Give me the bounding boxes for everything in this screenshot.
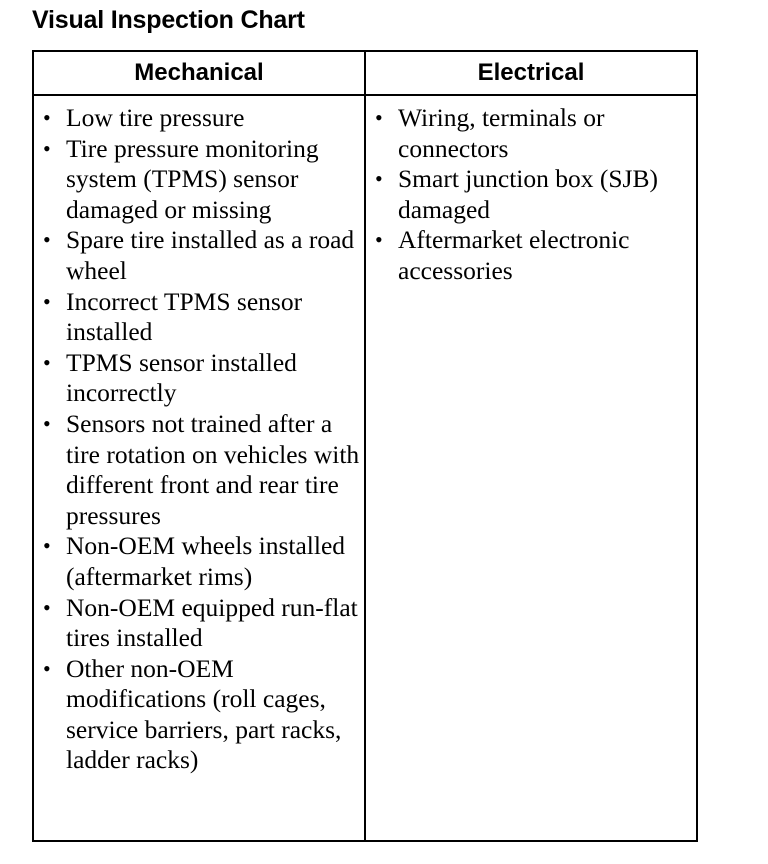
list-item-text: Non-OEM wheels installed (aftermarket rims) bbox=[66, 531, 346, 591]
list-item bbox=[374, 225, 692, 286]
list-item-text: Spare tire installed as a road wheel bbox=[66, 225, 355, 285]
bullet-icon: • bbox=[43, 135, 51, 161]
bullet-icon: • bbox=[43, 105, 51, 130]
list-item-text: Smart junction box (SJB) damaged bbox=[398, 164, 658, 224]
bullet-icon: • bbox=[43, 227, 51, 253]
bullet-icon: • bbox=[375, 105, 383, 130]
electrical-list bbox=[374, 103, 692, 287]
list-item-text: Incorrect TPMS sensor installed bbox=[66, 286, 303, 347]
list-item bbox=[42, 134, 360, 226]
electrical-header: Electrical bbox=[366, 52, 696, 96]
electrical-cell bbox=[366, 96, 696, 840]
bullet-icon: • bbox=[375, 227, 383, 253]
list-item bbox=[374, 103, 692, 164]
bullet-icon: • bbox=[375, 166, 383, 192]
mechanical-list bbox=[42, 103, 360, 776]
bullet-icon: • bbox=[43, 594, 51, 620]
bullet-icon: • bbox=[43, 533, 51, 559]
list-item-text: TPMS sensor installed incorrectly bbox=[66, 347, 297, 408]
list-item bbox=[374, 164, 692, 225]
bullet-icon: • bbox=[43, 655, 51, 681]
list-item bbox=[42, 593, 360, 654]
list-item-text: Non-OEM equipped run-flat tires installed bbox=[66, 592, 358, 653]
bullet-icon: • bbox=[43, 410, 51, 436]
list-item-text: Other non-OEM modifications (roll cages, service barriers, part racks, ladder racks) bbox=[66, 653, 342, 775]
bullet-icon: • bbox=[43, 349, 51, 375]
list-item bbox=[42, 103, 360, 134]
list-item bbox=[42, 225, 360, 286]
inspection-table bbox=[32, 50, 698, 842]
bullet-icon: • bbox=[43, 288, 51, 314]
list-item bbox=[42, 348, 360, 409]
page-title: Visual Inspection Chart bbox=[32, 6, 305, 34]
list-item-text: Tire pressure monitoring system (TPMS) sensor damaged or missing bbox=[66, 133, 319, 224]
list-item-text: Aftermarket electronic accessories bbox=[398, 225, 630, 285]
list-item bbox=[42, 531, 360, 592]
mechanical-cell bbox=[34, 96, 366, 840]
list-item bbox=[42, 409, 360, 531]
list-item bbox=[42, 287, 360, 348]
list-item bbox=[42, 654, 360, 776]
list-item-text: Wiring, terminals or connectors bbox=[398, 103, 605, 163]
list-item-text: Sensors not trained after a tire rotation on vehicles with different front and rear tire pressures bbox=[66, 408, 360, 530]
list-item-text: Low tire pressure bbox=[66, 103, 245, 132]
mechanical-header: Mechanical bbox=[34, 52, 366, 96]
